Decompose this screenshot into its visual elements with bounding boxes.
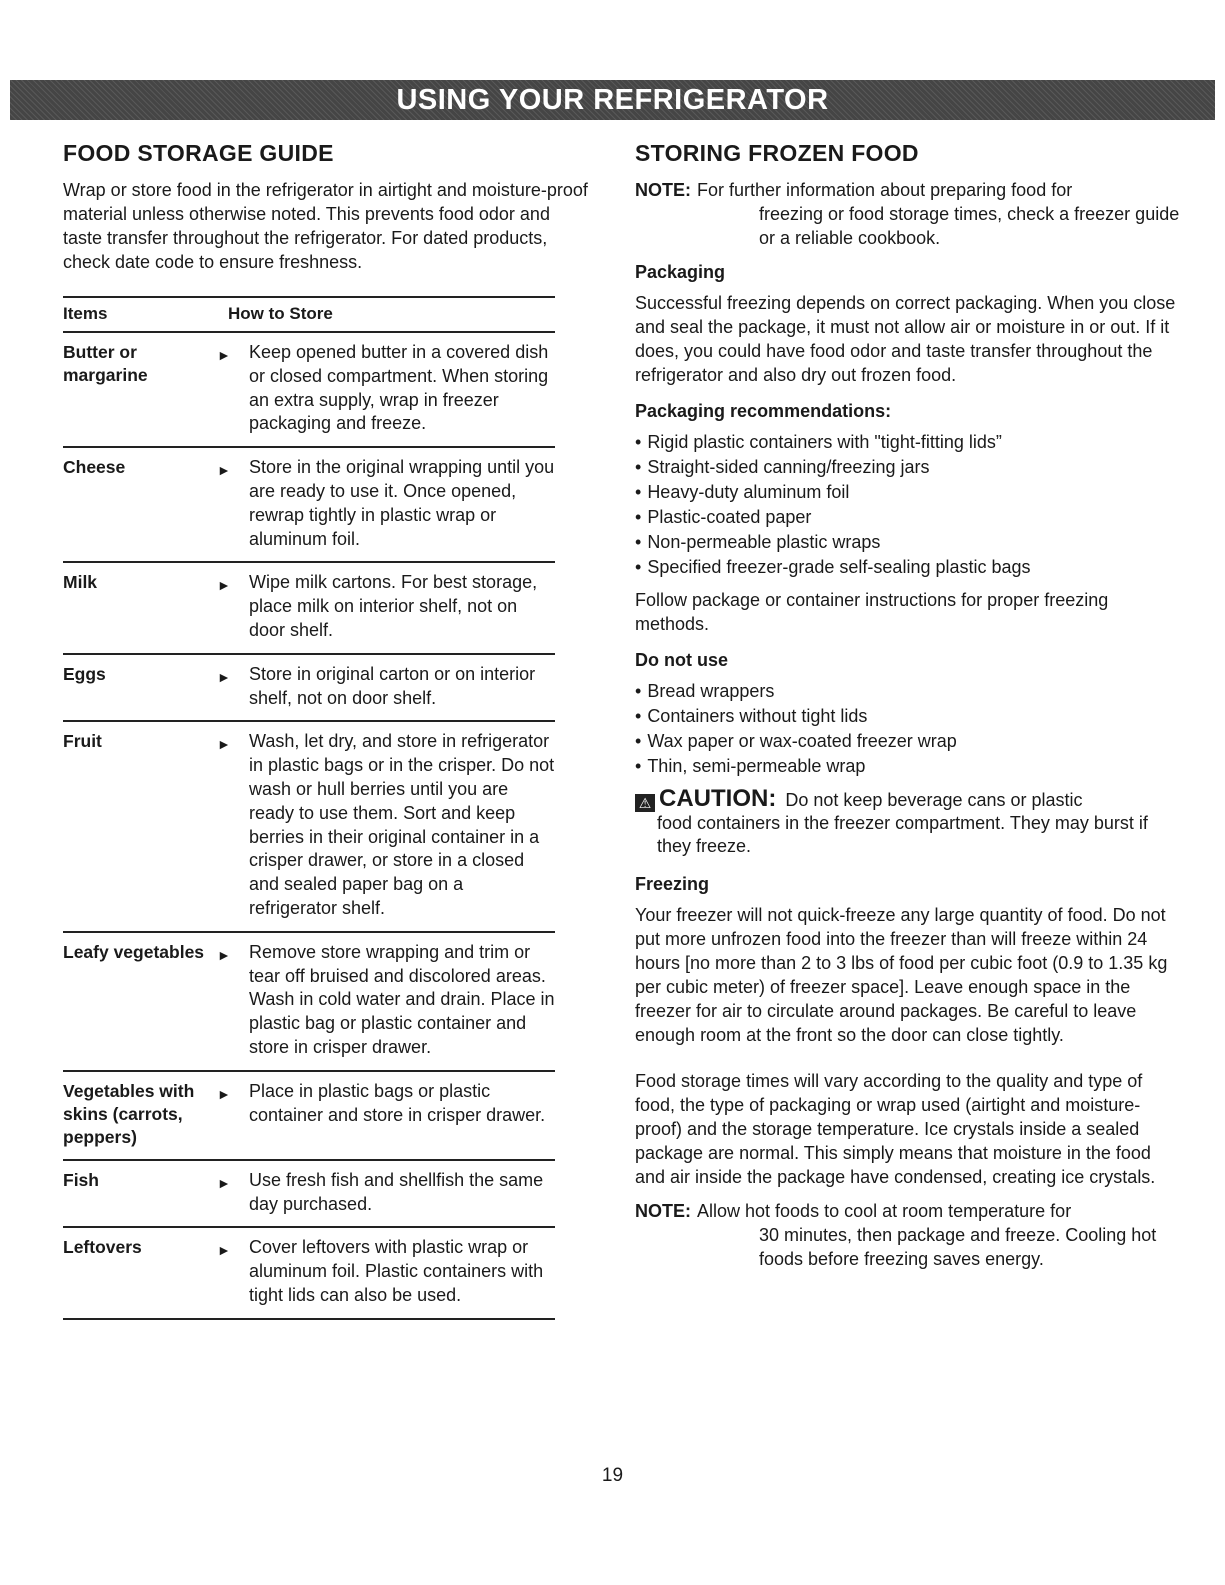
freezing-paragraph-2: Food storage times will vary according to the quality and type of food, the type of packaging or wrap used (airtight and moisture-proof) and the storage temperature. Ice crystals inside a sealed package are normal. This simply means that moisture in the food and air inside the package have condensed, creating ice crystals. — [635, 1071, 1156, 1187]
freezing-paragraph-1: Your freezer will not quick-freeze any large quantity of food. Do not put more unfrozen food into the freezer than will freeze within 24 hours [no more than 2 to 3 lbs of food per cubic foot (0.9 to 1.35 kg per cubic meter) of freezer space]. Leave enough space in the freezer for air to circulate around packages. Be careful to leave enough room at the front so the door can close tightly. — [635, 905, 1168, 1045]
warning-icon: ⚠ — [635, 794, 655, 812]
column-header-items: Items — [63, 304, 108, 323]
table-row — [63, 448, 555, 563]
list-item: • Non-permeable plastic wraps — [635, 530, 1180, 555]
list-item: • Rigid plastic containers with "tight-fitting lids” — [635, 430, 1180, 455]
row-how-to-store: Use fresh fish and shellfish the same day purchased. — [249, 1169, 544, 1214]
caution-label: CAUTION: — [659, 785, 777, 812]
table-row — [63, 655, 555, 723]
caution-text-continued: food containers in the freezer compartment. They may burst if they freeze. — [657, 813, 1148, 856]
note-block — [635, 1199, 1180, 1271]
note-label: NOTE: — [635, 1201, 691, 1221]
row-item-label: Milk — [63, 572, 98, 593]
note-label: NOTE: — [635, 180, 691, 200]
list-item: • Plastic-coated paper — [635, 505, 1180, 530]
row-item-label: Fruit — [63, 731, 102, 752]
do-not-use-list — [635, 679, 1180, 779]
row-item-label: Eggs — [63, 663, 106, 684]
arrow-bullet-icon: ► — [217, 736, 231, 753]
banner-title: USING YOUR REFRIGERATOR — [396, 83, 829, 116]
storage-table — [63, 296, 555, 1320]
table-body — [63, 333, 555, 1320]
row-how-to-store: Remove store wrapping and trim or tear off bruised and discolored areas. Wash in cold water and drain. Place in plastic bag or plastic container and store in crisper drawer. — [249, 941, 555, 1057]
freezing-heading: Freezing — [635, 874, 710, 894]
intro-paragraph: Wrap or store food in the refrigerator in airtight and moisture-proof material unless otherwise noted. This prevents food odor and taste transfer throughout the refrigerator. For dated products, check date code to ensure freshness. — [63, 180, 588, 272]
list-item: • Wax paper or wax-coated freezer wrap — [635, 729, 1180, 754]
note-block — [635, 178, 1180, 250]
note-text-continued: 30 minutes, then package and freeze. Cooling hot foods before freezing saves energy. — [759, 1225, 1157, 1269]
row-item-label: Butter or margarine — [63, 342, 148, 385]
table-row — [63, 1228, 555, 1319]
table-row — [63, 933, 555, 1072]
arrow-bullet-icon: ► — [217, 946, 231, 963]
section-heading: FOOD STORAGE GUIDE — [63, 140, 334, 166]
table-row — [63, 563, 555, 654]
row-item-label: Fish — [63, 1169, 99, 1190]
caution-block — [635, 787, 1180, 858]
section-heading: STORING FROZEN FOOD — [635, 140, 919, 166]
note-text: Allow hot foods to cool at room temperature for — [697, 1201, 1072, 1221]
page-number: 19 — [601, 1465, 624, 1486]
row-how-to-store: Cover leftovers with plastic wrap or aluminum foil. Plastic containers with tight lids can also be used. — [249, 1237, 544, 1305]
row-how-to-store: Wash, let dry, and store in refrigerator in plastic bags or in the crisper. Do not wash or hull berries until you are ready to use them. Sort and keep berries in their original container in a crisper drawer, or store in a closed and sealed paper bag on a refrigerator shelf. — [249, 731, 555, 918]
list-item: • Heavy-duty aluminum foil — [635, 480, 1180, 505]
row-how-to-store: Store in the original wrapping until you are ready to use it. Once opened, rewrap tightly in plastic wrap or aluminum foil. — [249, 457, 555, 549]
note-text-continued: freezing or food storage times, check a freezer guide or a reliable cookbook. — [759, 204, 1180, 248]
list-item: • Specified freezer-grade self-sealing plastic bags — [635, 555, 1180, 580]
arrow-bullet-icon: ► — [217, 577, 231, 594]
page-banner — [10, 80, 1215, 120]
packaging-paragraph: Successful freezing depends on correct packaging. When you close and seal the package, it must not allow air or moisture in or out. If it does, you could have food odor and taste transfer throughout the refrigerator and also dry out frozen food. — [635, 293, 1176, 385]
arrow-bullet-icon: ► — [217, 1085, 231, 1102]
arrow-bullet-icon: ► — [217, 668, 231, 685]
list-item: • Containers without tight lids — [635, 704, 1180, 729]
list-item: • Straight-sided canning/freezing jars — [635, 455, 1180, 480]
follow-instructions-text: Follow package or container instructions for proper freezing methods. — [635, 590, 1109, 634]
arrow-bullet-icon: ► — [217, 462, 231, 479]
arrow-bullet-icon: ► — [217, 1242, 231, 1259]
table-row — [63, 333, 555, 448]
row-item-label: Leafy vegetables — [63, 941, 205, 962]
table-row — [63, 722, 555, 932]
column-header-how-to-store: How to Store — [228, 304, 333, 323]
arrow-bullet-icon: ► — [217, 347, 231, 363]
table-header — [63, 296, 555, 333]
row-item-label: Cheese — [63, 457, 126, 478]
recommendations-list — [635, 430, 1180, 580]
row-item-label: Leftovers — [63, 1237, 142, 1258]
do-not-use-heading: Do not use — [635, 650, 728, 670]
row-how-to-store: Place in plastic bags or plastic container and store in crisper drawer. — [249, 1080, 546, 1125]
note-text: For further information about preparing food for — [697, 180, 1073, 200]
recommendations-heading: Packaging recommendations: — [635, 401, 892, 421]
list-item: • Thin, semi-permeable wrap — [635, 754, 1180, 779]
row-how-to-store: Wipe milk cartons. For best storage, place milk on interior shelf, not on door shelf. — [249, 572, 538, 640]
arrow-bullet-icon: ► — [217, 1174, 231, 1191]
row-how-to-store: Store in original carton or on interior shelf, not on door shelf. — [249, 663, 536, 708]
list-item: • Bread wrappers — [635, 679, 1180, 704]
storing-frozen-food-section — [635, 140, 1180, 1283]
food-storage-guide-section — [63, 140, 588, 1320]
row-item-label: Vegetables with skins (carrots, peppers) — [63, 1080, 195, 1147]
table-row — [63, 1161, 555, 1229]
table-row — [63, 1072, 555, 1161]
caution-text: Do not keep beverage cans or plastic — [785, 790, 1083, 810]
row-how-to-store: Keep opened butter in a covered dish or closed compartment. When storing an extra supply, wrap in freezer packaging and freeze. — [249, 342, 549, 434]
packaging-heading: Packaging — [635, 262, 726, 282]
